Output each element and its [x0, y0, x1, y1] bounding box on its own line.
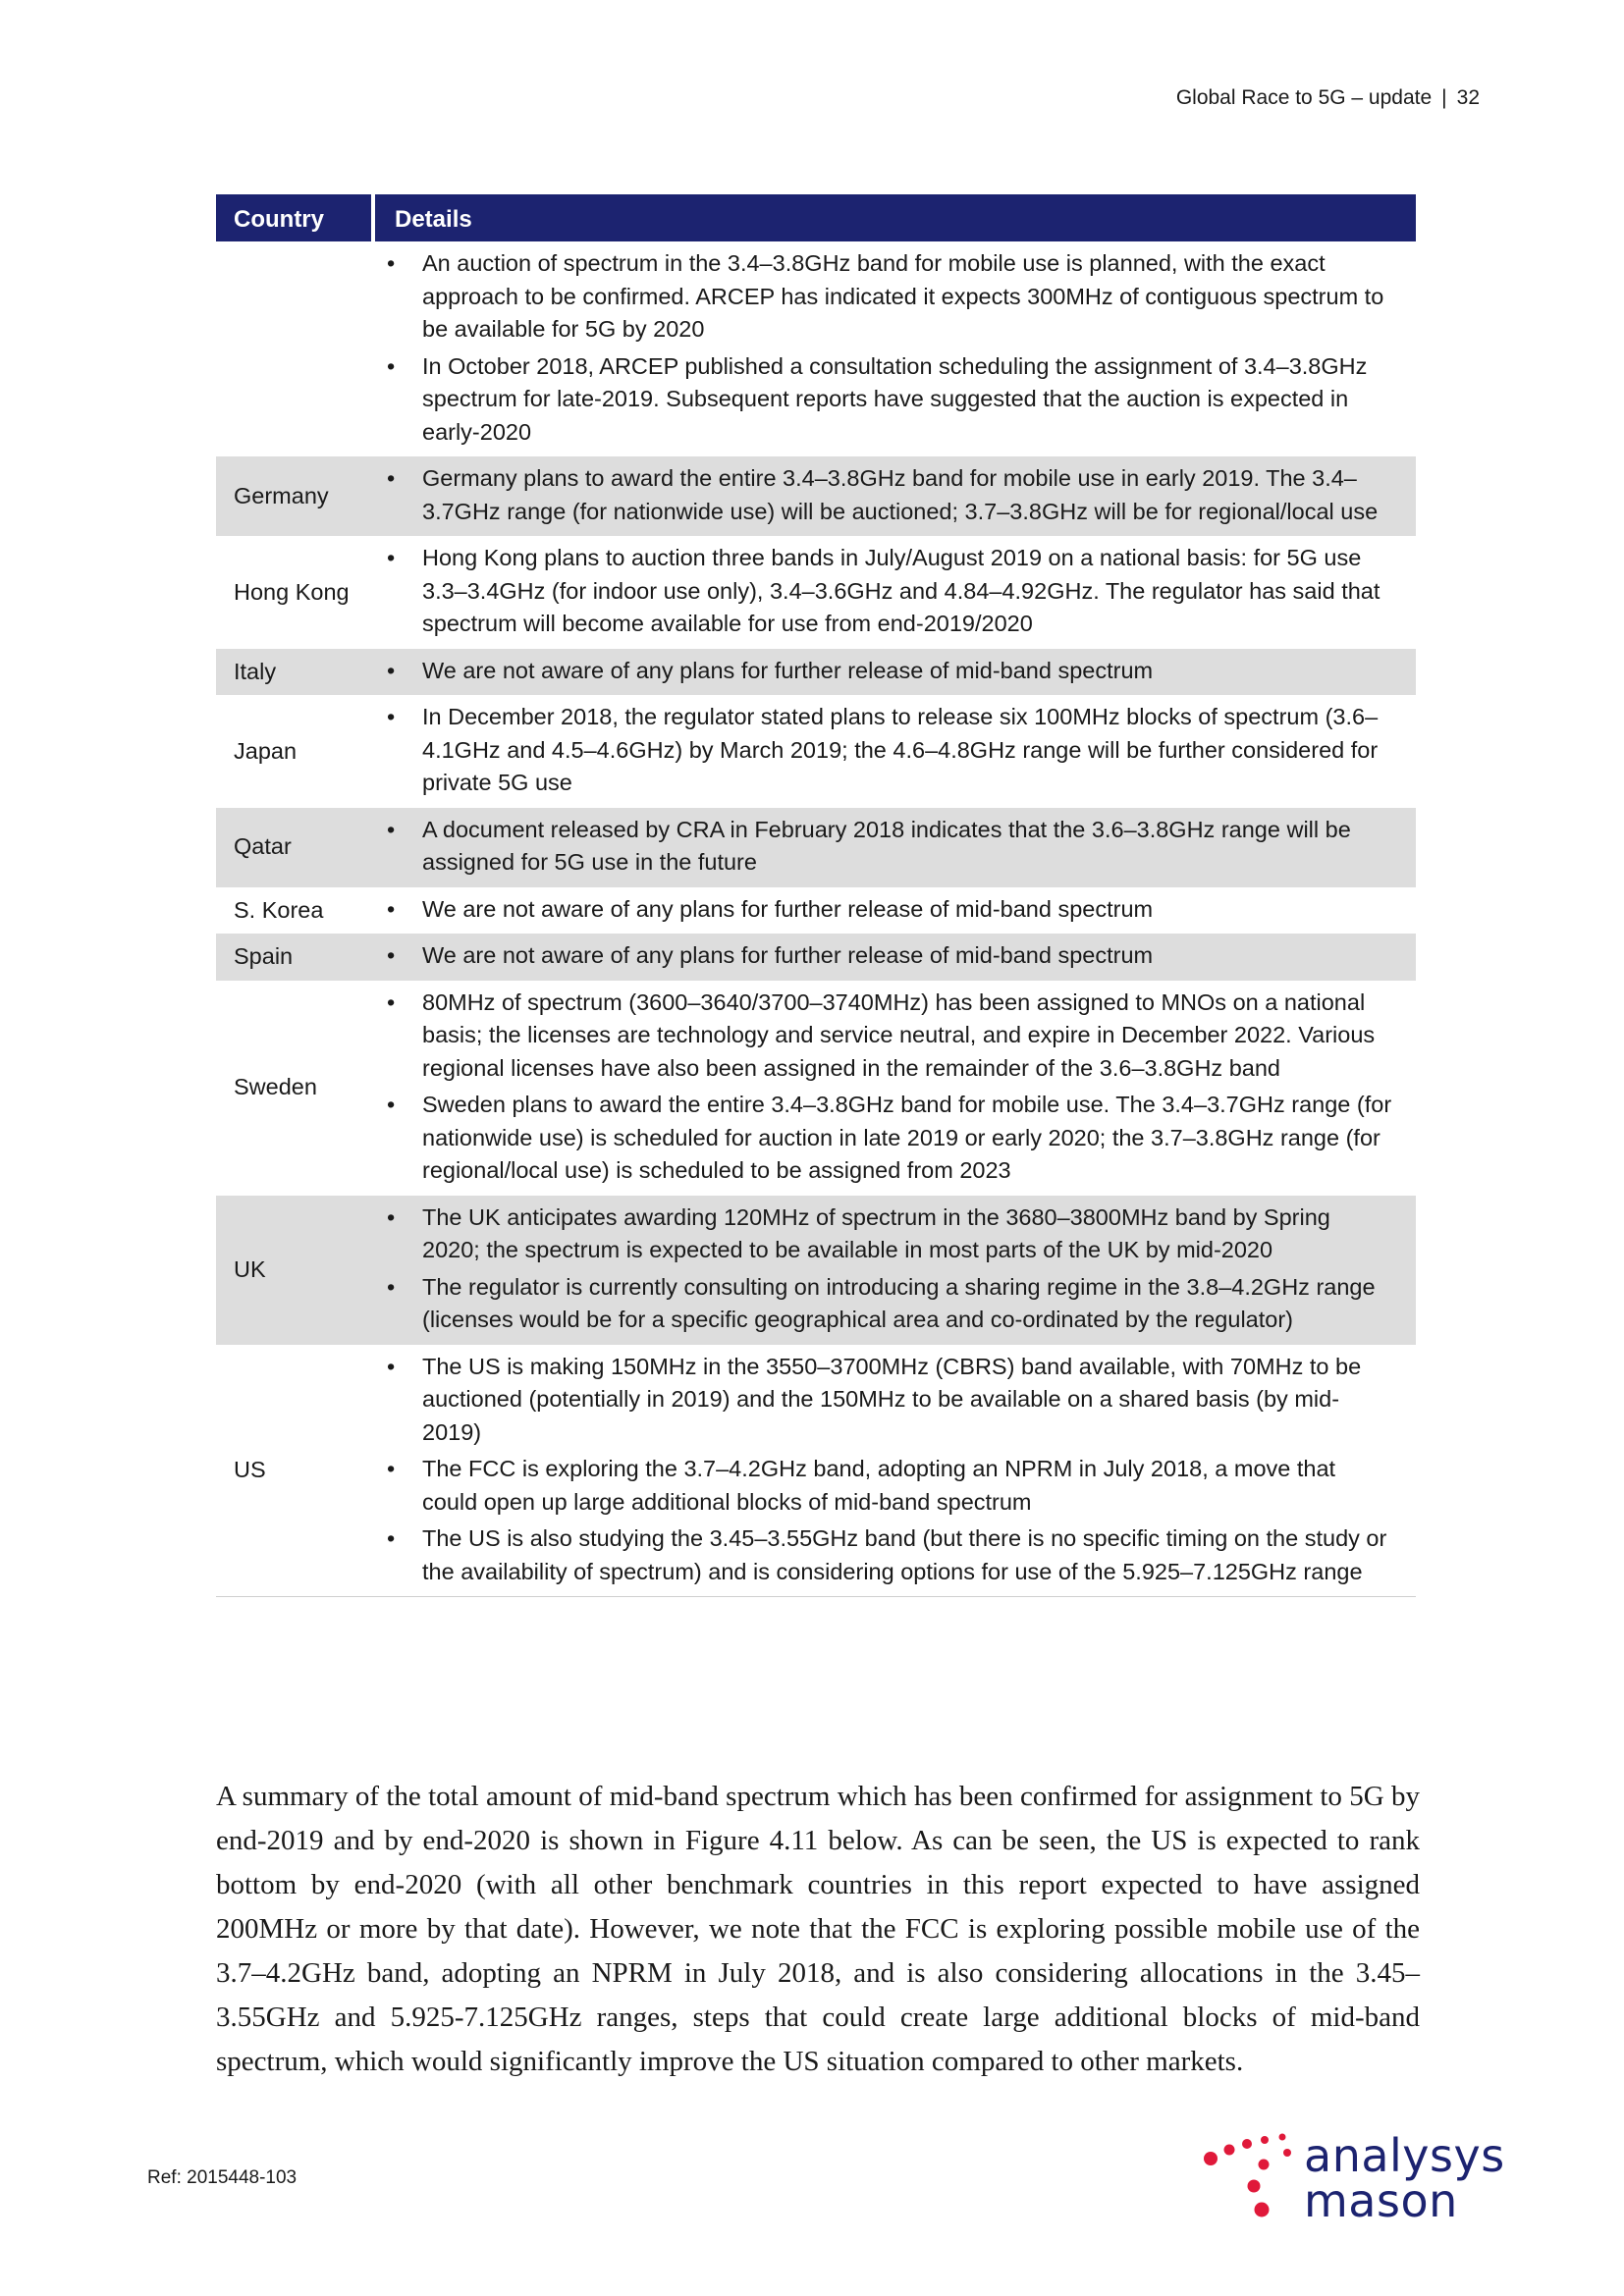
detail-bullet: • 80MHz of spectrum (3600–3640/3700–3740MHz) has been assigned to MNOs on a national basis; the licenses are technology and service neutral, and expire in December 2022. Various regional licenses have also been assigned in the remainder of the 3.6–3.8GHz band — [373, 987, 1394, 1086]
detail-bullet: • We are not aware of any plans for further release of mid-band spectrum — [373, 893, 1394, 927]
table-header-row — [216, 194, 1416, 241]
table-row — [216, 887, 1416, 934]
details-cell — [373, 981, 1416, 1196]
detail-bullet: • We are not aware of any plans for further release of mid-band spectrum — [373, 655, 1394, 688]
details-list — [373, 701, 1416, 800]
document-title: Global Race to 5G – update — [1175, 86, 1433, 109]
detail-bullet: • A document released by CRA in February 2018 indicates that the 3.6–3.8GHz range will be assigned for 5G use in the future — [373, 814, 1394, 880]
header-separator: | — [1441, 86, 1447, 109]
page-header — [1176, 86, 1480, 110]
detail-bullet: • The regulator is currently consulting on introducing a sharing regime in the 3.8–4.2GHz range (licenses would be for a specific geographical area and co-ordinated by the regulator) — [373, 1271, 1394, 1337]
detail-bullet: • In October 2018, ARCEP published a consultation scheduling the assignment of 3.4–3.8GHz spectrum for late-2019. Subsequent reports have suggested that the auction is expected in early-2020 — [373, 350, 1394, 450]
details-cell — [373, 887, 1416, 934]
table-row — [216, 241, 1416, 456]
page-number: 32 — [1456, 86, 1480, 109]
details-list — [373, 462, 1416, 528]
detail-bullet: • The US is also studying the 3.45–3.55GHz band (but there is no specific timing on the study or the availability of spectrum) and is considering options for use of the 5.925–7.125GHz range — [373, 1522, 1394, 1588]
detail-bullet: • Hong Kong plans to auction three bands in July/August 2019 on a national basis: for 5G use 3.3–3.4GHz (for indoor use only), 3.4–3.6GHz and 4.84–4.92GHz. The regulator has said that spectrum will become available for use from end-2019/2020 — [373, 542, 1394, 641]
details-list — [373, 1351, 1416, 1589]
country-cell: Qatar — [216, 808, 373, 887]
details-list — [373, 814, 1416, 880]
detail-bullet: • In December 2018, the regulator stated plans to release six 100MHz blocks of spectrum (3.6–4.1GHz and 4.5–4.6GHz) by March 2019; the 4.6–4.8GHz range will be further considered for private 5G use — [373, 701, 1394, 800]
footer-reference: Ref: 2015448-103 — [147, 2167, 298, 2188]
analysys-mason-logo — [1203, 2125, 1517, 2233]
table-body — [216, 241, 1416, 1597]
table-row — [216, 649, 1416, 696]
country-cell: Italy — [216, 649, 373, 696]
column-header-details: Details — [373, 194, 1416, 241]
table-row — [216, 981, 1416, 1196]
logo-dots-icon — [1203, 2125, 1301, 2223]
table-row — [216, 695, 1416, 808]
details-list — [373, 542, 1416, 641]
details-list — [373, 655, 1416, 688]
column-header-country: Country — [216, 194, 373, 241]
details-cell — [373, 1196, 1416, 1345]
country-cell: Germany — [216, 456, 373, 536]
details-cell — [373, 1345, 1416, 1597]
country-cell: Hong Kong — [234, 578, 350, 605]
table-row — [216, 1196, 1416, 1345]
country-cell: UK — [216, 1196, 373, 1345]
details-cell — [373, 649, 1416, 696]
country-cell: Spain — [216, 934, 373, 981]
details-list — [373, 987, 1416, 1188]
table-row — [216, 1345, 1416, 1597]
detail-bullet: • Sweden plans to award the entire 3.4–3.8GHz band for mobile use. The 3.4–3.7GHz range (for nationwide use) is scheduled for auction in late 2019 or early 2020; the 3.7–3.8GHz range (for regional/local use) is scheduled to be assigned from 2023 — [373, 1089, 1394, 1188]
summary-paragraph: A summary of the total amount of mid-band spectrum which has been confirmed for assignment to 5G by end-2019 and by end-2020 is shown in Figure 4.11 below. As can be seen, the US is expected to rank bottom by end-2020 (with all other benchmark countries in this report expected to have assigned 200MHz or more by that date). However, we note that the FCC is exploring possible mobile use of the 3.7–4.2GHz band, adopting an NPRM in July 2018, and is also considering allocations in the 3.45–3.55GHz and 5.925-7.125GHz ranges, steps that could create large additional blocks of mid-band spectrum, which would significantly improve the US situation compared to other markets. — [216, 1781, 1420, 2077]
table-row — [216, 456, 1416, 536]
details-cell — [373, 934, 1416, 981]
details-cell — [373, 808, 1416, 887]
details-cell — [373, 241, 1416, 456]
details-cell — [373, 536, 1416, 649]
table-row — [216, 934, 1416, 981]
logo-word-analysys: analysys — [1304, 2129, 1505, 2182]
country-cell: S. Korea — [234, 896, 324, 923]
details-cell — [373, 456, 1416, 536]
country-cell — [216, 241, 373, 456]
table-row — [216, 808, 1416, 887]
spectrum-table — [216, 194, 1416, 1597]
detail-bullet: • The UK anticipates awarding 120MHz of spectrum in the 3680–3800MHz band by Spring 2020; the spectrum is expected to be available in most parts of the UK by mid-2020 — [373, 1201, 1394, 1267]
detail-bullet: • We are not aware of any plans for further release of mid-band spectrum — [373, 939, 1394, 973]
logo-word-mason: mason — [1304, 2174, 1458, 2227]
detail-bullet: • Germany plans to award the entire 3.4–3.8GHz band for mobile use in early 2019. The 3.4–3.7GHz range (for nationwide use) will be auctioned; 3.7–3.8GHz will be for regional/local use — [373, 462, 1394, 528]
country-cell: Sweden — [234, 1074, 317, 1100]
details-list — [373, 893, 1416, 927]
country-cell: US — [216, 1345, 373, 1597]
detail-bullet: • The US is making 150MHz in the 3550–3700MHz (CBRS) band available, with 70MHz to be auctioned (potentially in 2019) and the 150MHz to be available on a shared basis (by mid-2019) — [373, 1351, 1394, 1450]
detail-bullet: • The FCC is exploring the 3.7–4.2GHz band, adopting an NPRM in July 2018, a move that could open up large additional blocks of mid-band spectrum — [373, 1453, 1394, 1519]
country-cell: Japan — [234, 737, 298, 764]
detail-bullet: • An auction of spectrum in the 3.4–3.8GHz band for mobile use is planned, with the exact approach to be confirmed. ARCEP has indicated it expects 300MHz of contiguous spectrum to be available for 5G by 2020 — [373, 247, 1394, 347]
details-list — [373, 247, 1416, 449]
details-cell — [373, 695, 1416, 808]
details-list — [373, 939, 1416, 973]
details-list — [373, 1201, 1416, 1337]
table-row — [216, 536, 1416, 649]
